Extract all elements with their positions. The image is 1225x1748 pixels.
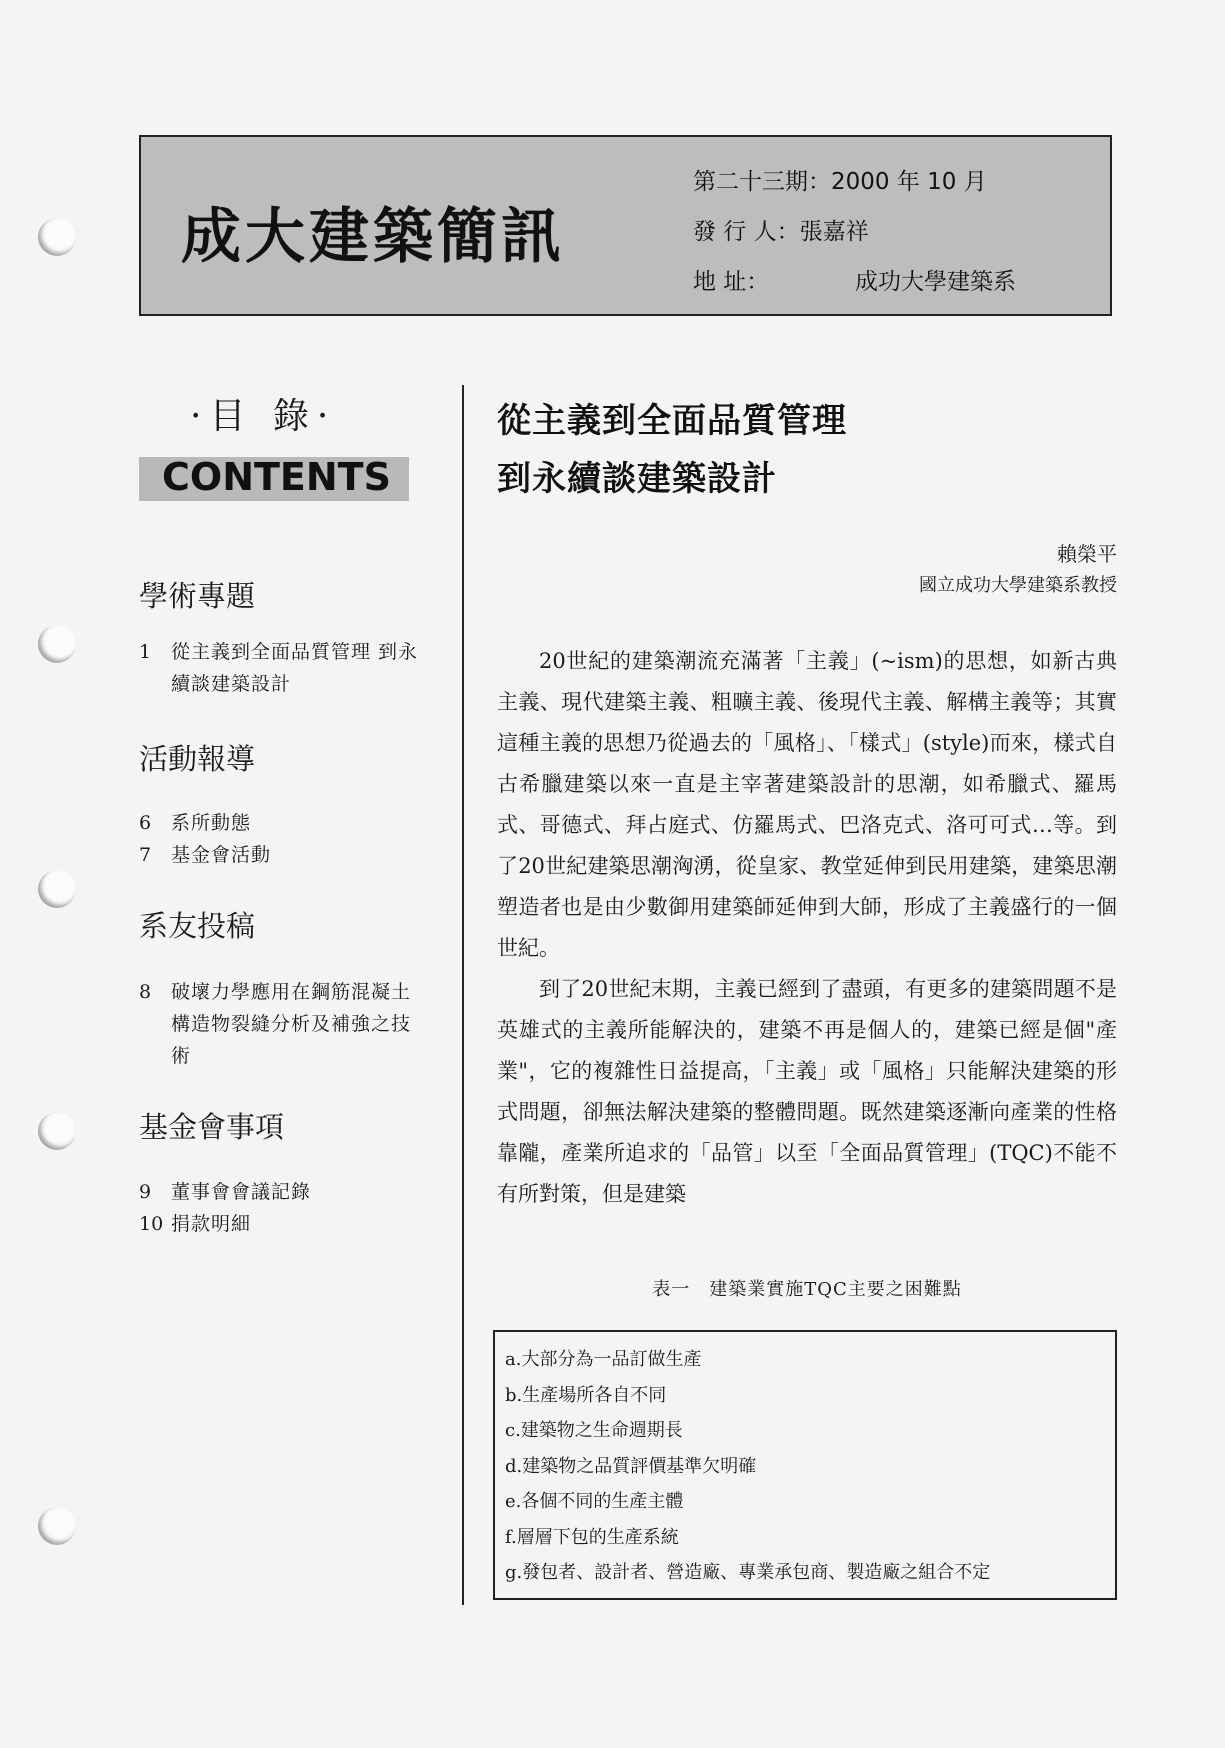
toc-item[interactable]: [139, 976, 429, 1072]
toc-section-title: 學術專題: [139, 579, 256, 613]
publisher-label: 發 行 人：: [693, 219, 800, 245]
address-value: 成功大學建築系: [855, 269, 1016, 295]
difficulty-table: [493, 1330, 1117, 1600]
table-item: b.生產場所各自不同: [505, 1384, 667, 1406]
toc-item-text: 捐款明細: [171, 1213, 252, 1235]
publisher-line: [693, 213, 869, 246]
toc-item-number: 6: [139, 812, 152, 834]
toc-item[interactable]: [139, 636, 429, 700]
table-caption: 表一 建築業實施TQC主要之困難點: [652, 1279, 962, 1300]
table-item: g.發包者、設計者、營造廠、專業承包商、製造廠之組合不定: [505, 1562, 991, 1583]
toc-item-number: 8: [139, 981, 152, 1003]
toc-item-text: 董事會會議記錄: [171, 1181, 312, 1203]
toc-section-title: 活動報導: [139, 742, 256, 776]
address-line: [693, 263, 1016, 296]
table-item: d.建築物之品質評價基準欠明確: [505, 1455, 757, 1477]
toc-heading: ·目 錄·: [190, 396, 337, 437]
binder-hole: [38, 1507, 76, 1545]
toc-section-title: 基金會事項: [139, 1110, 285, 1144]
table-item: a.大部分為一品訂做生產: [505, 1349, 702, 1370]
toc-item-text: 破壞力學應用在鋼筋混凝土構造物裂縫分析及補強之技術: [171, 981, 412, 1067]
binder-hole: [38, 870, 76, 908]
binder-hole: [38, 1112, 76, 1150]
issue-value: 2000 年 10 月: [831, 169, 987, 195]
toc-item-number: 9: [139, 1181, 152, 1203]
toc-item-number: 1: [139, 641, 152, 663]
table-item: c.建築物之生命週期長: [505, 1420, 683, 1441]
publisher-value: 張嘉祥: [799, 219, 869, 245]
article-body: [497, 641, 1117, 1215]
binder-hole: [38, 625, 76, 663]
masthead: [139, 135, 1112, 316]
body-paragraph: 到了20世紀末期，主義已經到了盡頭，有更多的建築問題不是英雄式的主義所能解決的，建築不再是個人的，建築已經是個"產業"，它的複雜性日益提高，「主義」或「風格」只能解決建築的形式問題，卻無法解決建築的整體問題。既然建築逐漸向產業的性格靠隴，產業所追求的「品管」以至「全面品質管理」(TQC)不能不有所對策，但是建築: [497, 977, 1117, 1206]
contents-label: CONTENTS: [162, 455, 391, 499]
article-title: [497, 392, 847, 508]
author-name: 賴榮平: [1057, 542, 1117, 566]
binder-hole: [38, 218, 76, 256]
table-item: f.層層下包的生產系統: [505, 1526, 679, 1548]
address-label: 地 址：: [693, 269, 770, 295]
toc-item-number: 7: [139, 844, 152, 866]
column-divider: [462, 385, 464, 1605]
article-title-line: 從主義到全面品質管理: [497, 401, 847, 441]
toc-item-text: 系所動態: [171, 812, 252, 834]
body-paragraph: 20世紀的建築潮流充滿著「主義」(~ism)的思想，如新古典主義、現代建築主義、粗曠主義、後現代主義、解構主義等；其實這種主義的思想乃從過去的「風格」、「樣式」(style)而來，樣式自古希臘建築以來一直是主宰著建築設計的思潮，如希臘式、羅馬式、哥德式、拜占庭式、仿羅馬式、巴洛克式、洛可可式…等。到了20世紀建築思潮洶湧，從皇家、教堂延伸到民用建築，建築思潮塑造者也是由少數御用建築師延伸到大師，形成了主義盛行的一個世紀。: [497, 649, 1117, 960]
toc-item-text: 從主義到全面品質管理 到永續談建築設計: [171, 641, 419, 695]
toc-item[interactable]: [139, 839, 429, 871]
table-item: e.各個不同的生產主體: [505, 1491, 684, 1512]
article-title-line: 到永續談建築設計: [497, 459, 777, 499]
newsletter-title: 成大建築簡訊: [181, 202, 565, 272]
issue-label: 第二十三期：: [693, 169, 831, 195]
toc-item[interactable]: [139, 807, 429, 839]
issue-line: [693, 163, 987, 196]
toc-item[interactable]: [139, 1176, 429, 1208]
toc-item-number: 10: [139, 1213, 164, 1235]
toc-item[interactable]: [139, 1208, 429, 1240]
author-affiliation: 國立成功大學建築系教授: [919, 575, 1117, 596]
toc-item-text: 基金會活動: [171, 844, 272, 866]
toc-section-title: 系友投稿: [139, 909, 256, 943]
